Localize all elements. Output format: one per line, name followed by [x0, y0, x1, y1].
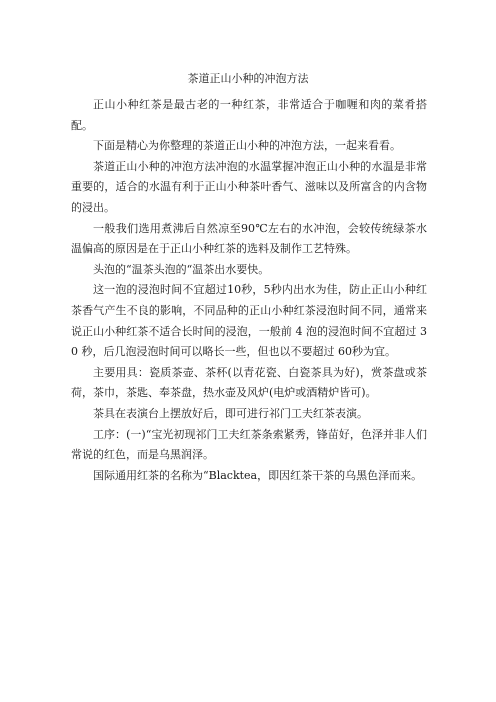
paragraph: 正山小种红茶是最古老的一种红茶，非常适合于咖喱和肉的菜肴搭配。	[71, 98, 427, 132]
paragraph: 茶道正山小种的冲泡方法冲泡的水温掌握冲泡正山小种的水温是非常重要的，适合的水温有利于正山小种茶叶香气、滋味以及所富含的内含物的浸出。	[71, 159, 427, 214]
document-title: 茶道正山小种的冲泡方法	[187, 72, 309, 85]
document-body	[71, 95, 427, 486]
paragraph: 下面是精心为你整理的茶道正山小种的冲泡方法，一起来看看。	[93, 139, 401, 153]
paragraph: 主要用具：瓷质茶壶、茶杯(以青花瓷、白瓷茶具为好)，赏茶盘或茶荷，茶巾，茶匙、奉茶盘，热水壶及风炉(电炉或酒精炉皆可)。	[71, 365, 427, 400]
paragraph: 国际通用红茶的名称为“Blacktea，即因红茶干茶的乌黑色泽而来。	[93, 468, 423, 482]
paragraph: 头泡的“温茶头泡的“温茶出水要快。	[93, 262, 270, 276]
paragraph: 工序：(一)“宝光初现祁门工夫红茶条索紧秀，锋苗好，色泽并非人们常说的红色，而是乌黑润泽。	[71, 427, 427, 462]
paragraph: 茶具在表演台上摆放好后，即可进行祁门工夫红茶表演。	[93, 406, 368, 420]
paragraph: 这一泡的浸泡时间不宜超过10秒，5秒内出水为佳，防止正山小种红茶香气产生不良的影响，不同品种的正山小种红茶浸泡时间不同，通常来说正山小种红茶不适合长时间的浸泡，一般前 4 泡的浸泡时间不宜超过 30 秒，后几泡浸泡时间可以略长一些，但也以不要超过 60秒为宜。	[71, 283, 427, 359]
paragraph: 一般我们选用煮沸后自然凉至90℃左右的水冲泡，会较传统绿茶水温偏高的原因是在于正山小种红茶的选料及制作工艺特殊。	[71, 221, 427, 256]
